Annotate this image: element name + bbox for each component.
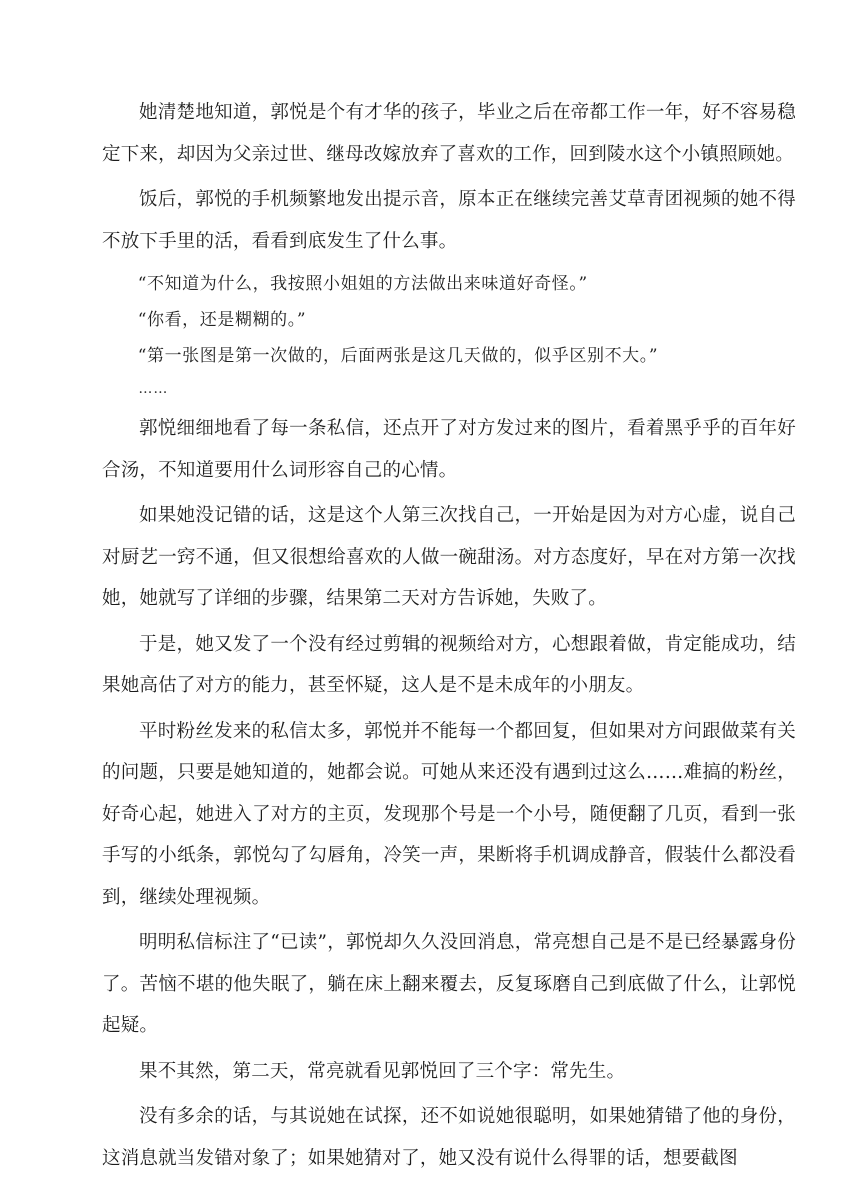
- quote-1: “不知道为什么，我按照小姐姐的方法做出来味道好奇怪。”: [137, 274, 588, 294]
- paragraph-4: 如果她没记错的话，这是这个人第三次找自己，一开始是因为对方心虚，说自己对厨艺一窍不通，但又很想给喜欢的人做一碗甜汤。对方态度好，早在对方第一次找她，她就写了详细的步骤，结果第二天对方告诉她，失败了。: [102, 505, 796, 609]
- quote-3: “第一张图是第一次做的，后面两张是这几天做的，似乎区别不大。”: [137, 346, 659, 366]
- ellipsis-line: ……: [138, 381, 169, 397]
- paragraph-6: 平时粉丝发来的私信太多，郭悦并不能每一个都回复，但如果对方问跟做菜有关的问题，只要是她知道的，她都会说。可她从来还没有遇到过这么……难搞的粉丝，好奇心起，她进入了对方的主页，发现那个号是一个小号，随便翻了几页，看到一张手写的小纸条，郭悦勾了勾唇角，冷笑一声，果断将手机调成静音，假装什么都没看到，继续处理视频。: [102, 720, 796, 908]
- quote-2: “你看，还是糊糊的。”: [137, 310, 307, 330]
- paragraph-7: 明明私信标注了“已读”，郭悦却久久没回消息，常亮想自己是不是已经暴露身份了。苦恼不堪的他失眠了，躺在床上翻来覆去，反复琢磨自己到底做了什么，让郭悦起疑。: [102, 932, 796, 1036]
- paragraph-1: 她清楚地知道，郭悦是个有才华的孩子，毕业之后在帝都工作一年，好不容易稳定下来，却因为父亲过世、继母改嫁放弃了喜欢的工作，回到陵水这个小镇照顾她。: [102, 102, 796, 165]
- paragraph-3: 郭悦细细地看了每一条私信，还点开了对方发过来的图片，看着黑乎乎的百年好合汤，不知道要用什么词形容自己的心情。: [102, 418, 796, 481]
- paragraph-5: 于是，她又发了一个没有经过剪辑的视频给对方，心想跟着做，肯定能成功，结果她高估了对方的能力，甚至怀疑，这人是不是未成年的小朋友。: [102, 633, 796, 696]
- paragraph-2: 饭后，郭悦的手机频繁地发出提示音，原本正在继续完善艾草青团视频的她不得不放下手里的活，看看到底发生了什么事。: [102, 189, 796, 252]
- document-page: [102, 92, 796, 1183]
- paragraph-9: 没有多余的话，与其说她在试探，还不如说她很聪明，如果她猜错了他的身份，这消息就当发错对象了；如果她猜对了，她又没有说什么得罪的话，想要截图: [102, 1106, 796, 1169]
- paragraph-8: 果不其然，第二天，常亮就看见郭悦回了三个字：常先生。: [139, 1060, 626, 1082]
